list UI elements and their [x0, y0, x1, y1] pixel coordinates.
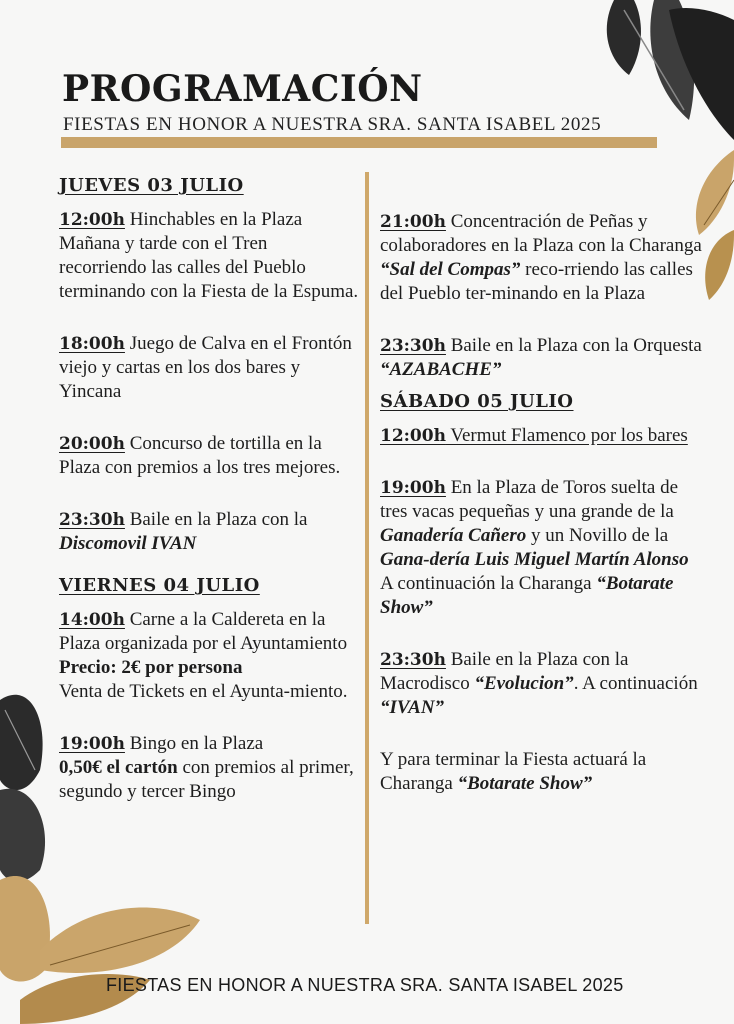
event-text: Concentración de Peñas y colaboradores en la Plaza con la Charanga — [380, 211, 702, 256]
event-ganaderia: Ganadería Cañero — [380, 525, 527, 546]
event-time: 21:00h — [380, 212, 446, 232]
event-artist: “Sal del Compas” — [380, 259, 521, 280]
event-time: 23:30h — [59, 510, 125, 530]
right-column — [380, 210, 702, 824]
event-artist: “Evolucion” — [474, 673, 574, 694]
event-text: Baile en la Plaza con la — [124, 509, 308, 530]
event-text: Baile en la Plaza con la Orquesta — [445, 335, 702, 356]
event-item — [59, 732, 359, 804]
page-title: PROGRAMACIÓN — [62, 68, 423, 110]
event-text: A continuación la Charanga — [380, 573, 597, 594]
page-subtitle: FIESTAS EN HONOR A NUESTRA SRA. SANTA ISABEL 2025 — [63, 114, 602, 135]
event-text: Vermut Flamenco por los bares — [445, 425, 688, 446]
event-text: Juego de Calva en el Frontón viejo y cartas en los dos bares y Yincana — [59, 333, 352, 402]
event-time: 23:30h — [380, 650, 446, 670]
event-artist: Discomovil IVAN — [59, 533, 197, 554]
event-text: y un Novillo de la — [526, 525, 669, 546]
event-time: 18:00h — [59, 334, 125, 354]
event-text: reco-rriendo las calles del Pueblo ter-minando en la Plaza — [380, 259, 693, 304]
event-time: 19:00h — [59, 734, 125, 754]
day-heading-jueves: JUEVES 03 JULIO — [59, 175, 244, 196]
day-heading-viernes: VIERNES 04 JULIO — [59, 575, 260, 596]
event-time: 20:00h — [59, 434, 125, 454]
event-text: con premios al primer, segundo y tercer Bingo — [59, 757, 354, 802]
event-time: 12:00h — [380, 426, 446, 446]
event-time: 12:00h — [59, 210, 125, 230]
event-item — [59, 508, 359, 556]
event-item — [380, 334, 702, 382]
event-artist: “Botarate Show” — [457, 773, 593, 794]
event-item — [380, 748, 702, 796]
event-item — [380, 476, 702, 620]
gold-divider-bar — [61, 137, 657, 148]
event-item — [59, 432, 359, 480]
footer-text: FIESTAS EN HONOR A NUESTRA SRA. SANTA ISABEL 2025 — [106, 975, 624, 995]
event-item — [59, 208, 359, 304]
day-heading-sabado: SÁBADO 05 JULIO — [380, 391, 574, 412]
event-price: Precio: 2€ por persona — [59, 657, 243, 678]
event-item — [59, 332, 359, 404]
left-column — [59, 174, 359, 832]
column-divider-line — [365, 172, 369, 924]
event-artist: “IVAN” — [380, 697, 445, 718]
event-text: Concurso de tortilla en la Plaza con premios a los tres mejores. — [59, 433, 341, 478]
event-tickets-note: Venta de Tickets en el Ayunta-miento. — [59, 681, 348, 702]
event-item — [59, 608, 359, 704]
event-time: 23:30h — [380, 336, 446, 356]
event-price: 0,50€ el cartón — [59, 757, 178, 778]
event-item — [380, 424, 702, 448]
event-time: 14:00h — [59, 610, 125, 630]
event-artist: “Botarate Show” — [380, 573, 674, 618]
event-text: En la Plaza de Toros suelta de tres vacas pequeñas y una grande de la — [380, 477, 679, 522]
event-item — [380, 210, 702, 306]
event-ganaderia: Gana-dería Luis Miguel Martín Alonso — [380, 549, 689, 570]
event-text: Hinchables en la Plaza Mañana y tarde con el Tren recorriendo las calles del Pueblo terminando con la Fiesta de la Espuma. — [59, 209, 359, 302]
event-text: Y para terminar la Fiesta actuará la Charanga — [380, 749, 647, 794]
event-text: . A continuación — [573, 673, 698, 694]
event-artist: “AZABACHE” — [380, 359, 502, 380]
event-text: Carne a la Caldereta en la Plaza organizada por el Ayuntamiento — [59, 609, 348, 654]
event-text: Bingo en la Plaza — [124, 733, 264, 754]
event-item — [380, 648, 702, 720]
event-text: Baile en la Plaza con la Macrodisco — [380, 649, 629, 694]
event-time: 19:00h — [380, 478, 446, 498]
